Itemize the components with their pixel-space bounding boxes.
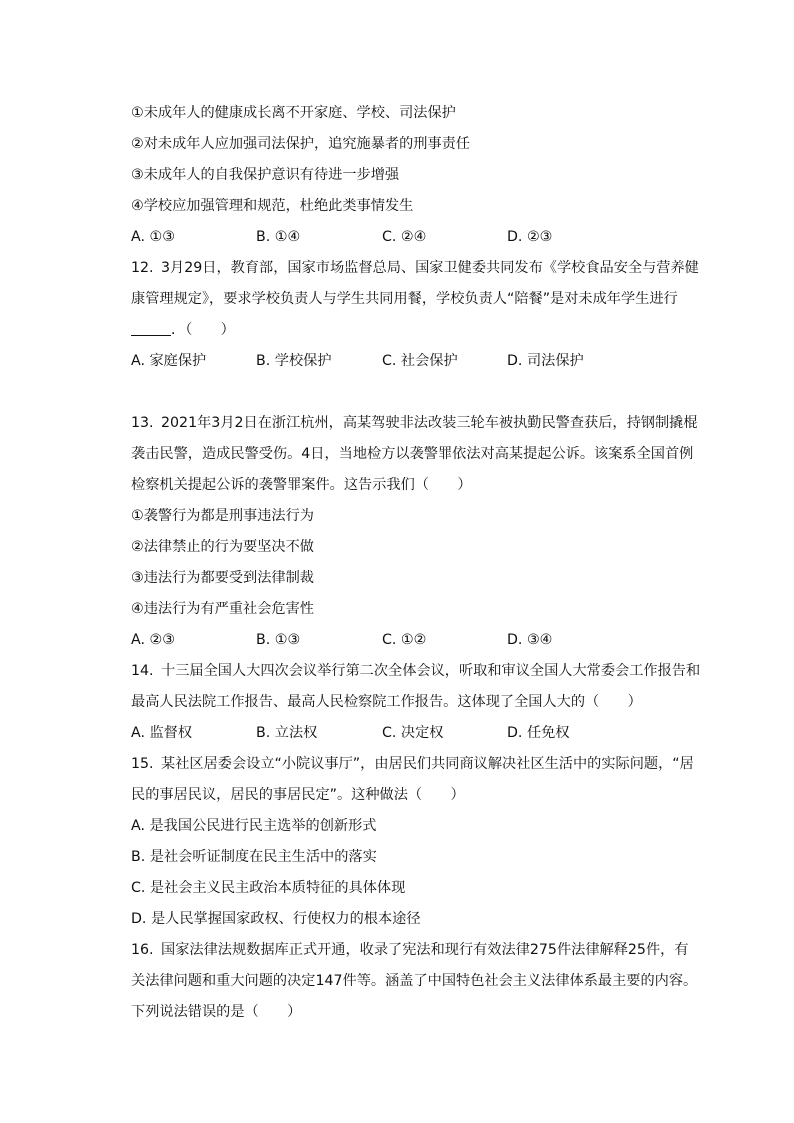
q14-option-c[interactable]: C. 决定权	[382, 725, 444, 741]
q16-text-1: 国家法律法规数据库正式开通，收录了宪法和现行有效法律275件法律解释25件，有	[161, 942, 689, 958]
q12-line-3	[131, 320, 731, 340]
q13-option-d[interactable]: D. ③④	[507, 632, 553, 648]
q12-line-2: 康管理规定》，要求学校负责人与学生共同用餐，学校负责人“陪餐”是对未成年学生进行	[131, 291, 678, 307]
q12-option-b[interactable]: B. 学校保护	[256, 353, 332, 369]
q12-text-3: ．（ ）	[171, 322, 235, 338]
q13-text-1: 2021年3月2日在浙江杭州，高某驾驶非法改装三轮车被执勤民警查获后，持钢制撬棍	[161, 415, 698, 431]
q15-option-a[interactable]: A. 是我国公民进行民主选举的创新形式	[131, 818, 377, 834]
statement-2: ②对未成年人应加强司法保护，追究施暴者的刑事责任	[131, 136, 471, 152]
q15-number: 15.	[131, 756, 154, 772]
q14-number: 14.	[131, 663, 154, 679]
q14-option-d[interactable]: D. 任免权	[507, 725, 570, 741]
q12-option-a[interactable]: A. 家庭保护	[131, 353, 207, 369]
q13-line-2: 袭击民警，造成民警受伤。4日，当地检方以袭警罪依法对高某提起公诉。该案系全国首例	[131, 446, 694, 462]
q11-option-c[interactable]: C. ②④	[382, 229, 427, 245]
q11-option-b[interactable]: B. ①④	[256, 229, 301, 245]
q15-line-2: 民的事居民议，居民的事居民定”。这种做法（ ）	[131, 787, 465, 803]
q11-options	[131, 227, 731, 247]
q13-item-4: ④违法行为有严重社会危害性	[131, 601, 314, 617]
q12-line-1	[131, 258, 731, 278]
q16-number: 16.	[131, 942, 154, 958]
q12-text-1: 3月29日，教育部，国家市场监督总局、国家卫健委共同发布《学校食品安全与营养健	[161, 260, 699, 276]
q12-options	[131, 351, 731, 371]
q12-answer-blank[interactable]	[131, 321, 171, 336]
q13-line-3: 检察机关提起公诉的袭警罪案件。这告示我们（ ）	[131, 477, 472, 493]
q13-item-3: ③违法行为都要受到法律制裁	[131, 570, 314, 586]
q13-line-1	[131, 413, 731, 433]
statement-3: ③未成年人的自我保护意识有待进一步增强	[131, 167, 400, 183]
statement-4: ④学校应加强管理和规范，杜绝此类事情发生	[131, 198, 414, 214]
q13-options	[131, 630, 731, 650]
q12-option-c[interactable]: C. 社会保护	[382, 353, 458, 369]
q12-number: 12.	[131, 260, 154, 276]
q13-option-b[interactable]: B. ①③	[256, 632, 301, 648]
q11-option-a[interactable]: A. ①③	[131, 229, 175, 245]
q14-line-2: 最高人民法院工作报告、最高人民检察院工作报告。这体现了全国人大的（ ）	[131, 694, 642, 710]
q13-item-2: ②法律禁止的行为要坚决不做	[131, 539, 314, 555]
q16-line-2: 关法律问题和重大问题的决定147件等。涵盖了中国特色社会主义法律体系最主要的内容。	[131, 973, 698, 989]
q14-option-b[interactable]: B. 立法权	[256, 725, 318, 741]
q15-option-d[interactable]: D. 是人民掌握国家政权、行使权力的根本途径	[131, 911, 421, 927]
q13-item-1: ①袭警行为都是刑事违法行为	[131, 508, 314, 524]
q12-option-d[interactable]: D. 司法保护	[507, 353, 584, 369]
q16-line-3: 下列说法错误的是（ ）	[131, 1004, 302, 1020]
q14-options	[131, 723, 731, 743]
statement-1: ①未成年人的健康成长离不开家庭、学校、司法保护	[131, 105, 456, 121]
q14-line-1	[131, 661, 731, 681]
q14-text-1: 十三届全国人大四次会议举行第二次全体会议，听取和审议全国人大常委会工作报告和	[161, 663, 701, 679]
q15-option-b[interactable]: B. 是社会听证制度在民主生活中的落实	[131, 849, 377, 865]
q13-option-a[interactable]: A. ②③	[131, 632, 175, 648]
q13-number: 13.	[131, 415, 154, 431]
q14-option-a[interactable]: A. 监督权	[131, 725, 193, 741]
q11-option-d[interactable]: D. ②③	[507, 229, 553, 245]
q16-line-1	[131, 940, 731, 960]
q13-option-c[interactable]: C. ①②	[382, 632, 427, 648]
q15-option-c[interactable]: C. 是社会主义民主政治本质特征的具体体现	[131, 880, 406, 896]
q15-text-1: 某社区居委会设立“小院议事厅”，由居民们共同商议解决社区生活中的实际问题，“居	[161, 756, 694, 772]
q15-line-1	[131, 754, 731, 774]
